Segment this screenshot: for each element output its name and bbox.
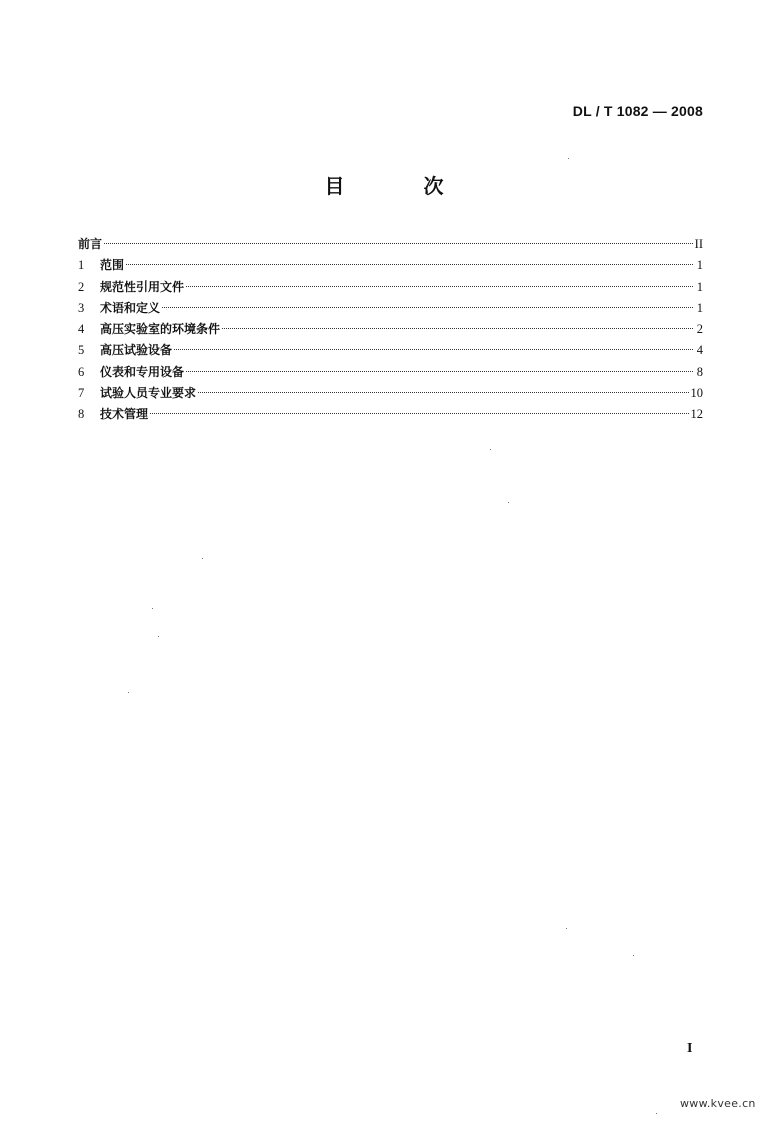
toc-entry-title: 高压实验室的环境条件 xyxy=(100,322,221,337)
scan-speck xyxy=(633,955,634,956)
toc-entry-number: 8 xyxy=(78,407,85,422)
toc-entry-title: 仪表和专用设备 xyxy=(100,364,185,379)
toc-entry-title: 试验人员专业要求 xyxy=(100,386,197,401)
toc-entry-5[interactable] xyxy=(78,340,703,361)
toc-entry-foreword[interactable] xyxy=(78,234,703,255)
watermark-url: www.kvee.cn xyxy=(680,1097,756,1110)
scan-speck xyxy=(158,636,159,637)
scan-speck xyxy=(656,1113,657,1114)
dot-leader xyxy=(174,349,693,350)
toc-entry-page: 2 xyxy=(696,322,703,337)
document-code: DL / T 1082 — 2008 xyxy=(572,103,703,119)
toc-entry-6[interactable] xyxy=(78,362,703,383)
toc-entry-title: 术语和定义 xyxy=(100,300,161,315)
scan-speck xyxy=(568,158,569,159)
toc-entry-number: 3 xyxy=(78,300,85,315)
toc-entry-title: 范围 xyxy=(100,258,125,273)
toc-entry-page: 4 xyxy=(696,343,703,358)
toc-entry-number: 4 xyxy=(78,322,85,337)
toc-entry-1[interactable] xyxy=(78,255,703,276)
page-title: 目 次 xyxy=(324,174,480,198)
toc-entry-8[interactable] xyxy=(78,404,703,425)
scan-speck xyxy=(128,692,129,693)
toc-entry-page: 1 xyxy=(696,279,703,294)
dot-leader xyxy=(104,243,693,244)
toc-entry-title: 前言 xyxy=(78,237,103,251)
toc-entry-2[interactable] xyxy=(78,277,703,298)
toc-entry-number: 2 xyxy=(78,279,85,294)
page-number: I xyxy=(687,1041,693,1056)
toc-entry-title: 技术管理 xyxy=(100,407,149,422)
dot-leader xyxy=(186,286,693,287)
toc-entry-page: 1 xyxy=(696,300,703,315)
toc-entry-page: 1 xyxy=(696,258,703,273)
toc-entry-number: 5 xyxy=(78,343,85,358)
scan-speck xyxy=(566,928,567,929)
dot-leader xyxy=(162,307,693,308)
toc-entry-4[interactable] xyxy=(78,319,703,340)
toc-entry-3[interactable] xyxy=(78,298,703,319)
dot-leader xyxy=(198,392,688,393)
scan-speck xyxy=(490,449,491,450)
toc-entry-page: 10 xyxy=(690,386,703,401)
scan-speck xyxy=(508,502,509,503)
toc-entry-title: 规范性引用文件 xyxy=(100,279,185,294)
table-of-contents xyxy=(78,234,703,426)
dot-leader xyxy=(186,371,693,372)
dot-leader xyxy=(126,264,693,265)
toc-entry-title: 高压试验设备 xyxy=(100,343,173,358)
toc-entry-number: 1 xyxy=(78,258,85,273)
toc-entry-page: 12 xyxy=(690,407,703,422)
dot-leader xyxy=(150,413,688,414)
scan-speck xyxy=(202,558,203,559)
toc-entry-number: 7 xyxy=(78,386,85,401)
toc-entry-7[interactable] xyxy=(78,383,703,404)
toc-entry-number: 6 xyxy=(78,364,85,379)
toc-entry-page: 8 xyxy=(696,364,703,379)
toc-entry-page: II xyxy=(694,237,703,251)
dot-leader xyxy=(222,328,693,329)
scan-speck xyxy=(152,608,153,609)
